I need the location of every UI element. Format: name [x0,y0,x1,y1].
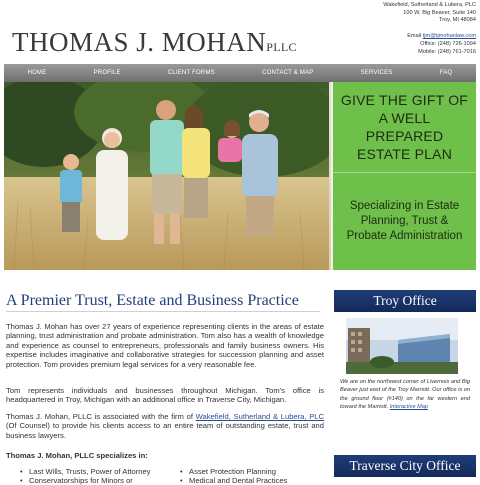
troy-office-header: Troy Office [334,290,476,312]
address-line: Troy, MI 48084 [439,17,476,24]
list-item: • Asset Protection Planning [180,467,287,476]
promo-panel [331,82,476,270]
nav-contact-map[interactable]: CONTACT & MAP [262,70,314,76]
association-text: Thomas J. Mohan, PLLC is associated with the firm of [6,412,196,421]
nav-home[interactable]: HOME [27,70,47,76]
offices-paragraph: Tom represents individuals and businesses throughout Michigan. Tom's office is headquartered in Troy, Michigan with an additional office in Traverse City, Michigan. [6,386,324,405]
interactive-map-link[interactable]: Interactive Map [389,404,428,411]
site-logo[interactable] [12,27,297,58]
address-line: 100 W. Big Beaver, Suite 140 [403,9,476,16]
nav-services[interactable]: SERVICES [360,70,393,76]
specializes-heading: Thomas J. Mohan, PLLC specializes in: [6,451,148,460]
promo-headline: GIVE THE GIFT OF A WELL PREPARED ESTATE PLAN [340,92,469,162]
email-line [407,33,476,41]
address-block [383,2,476,25]
contact-block [407,33,476,56]
nav-client-forms[interactable]: CLIENT FORMS [167,70,215,76]
family-photo [4,82,329,270]
logo-suffix: PLLC [266,40,297,54]
intro-paragraph: Thomas J. Mohan has over 27 years of experience representing clients in the areas of estate planning, trust administration and probate administration. Tom also has a wealth of knowledge and experience as counsel to entrepreneurs, professionals and family business owners. His expertise includes imaginative and collaborative strategies for succession planning and asset protection. Tom provides premium legal services for a very reasonable fee. [6,322,324,369]
site-header [0,0,480,64]
page-title: A Premier Trust, Estate and Business Practice [6,292,299,309]
list-item: • Last Wills, Trusts, Power of Attorney [20,467,151,476]
services-list-left [20,467,151,485]
troy-office-photo[interactable] [346,318,458,374]
title-divider [6,311,320,312]
email-link[interactable]: tjm@tjmohanlaw.com [422,33,476,39]
troy-directions-text: We are on the northwest corner of Livernois and Big Beaver just east of the Troy Marriott. Our office is on the ground floor (#140) on the far western end toward the Marriott. [340,379,470,411]
traverse-office-header: Traverse City Office [334,455,476,477]
main-nav [4,64,476,82]
email-label: Email [407,33,422,39]
firm-link[interactable]: Wakefield, Sutherland & Lubera, PLC [195,412,325,421]
hero-banner [4,82,476,270]
list-item: • Medical and Dental Practices [180,476,287,485]
nav-profile[interactable]: PROFILE [93,70,121,76]
promo-tagline: Specializing in Estate Planning, Trust & Probate Administration [346,200,463,242]
list-item: • Conservatorships for Minors or [20,476,151,485]
logo-name: THOMAS J. MOHAN [12,27,267,57]
mobile-phone: Mobile: (248) 761-7016 [418,48,476,55]
services-list-right [180,467,287,485]
association-text-end: (Of Counsel) to provide his clients access to an entire team of outstanding estate, trust and business lawyers. [6,421,324,440]
address-line: Wakefield, Sutherland & Lubera, PLC [383,2,476,8]
association-paragraph [6,412,324,440]
nav-faq[interactable]: FAQ [439,70,453,76]
office-phone: Office: (248) 726-1094 [420,40,476,47]
troy-directions [340,378,470,412]
